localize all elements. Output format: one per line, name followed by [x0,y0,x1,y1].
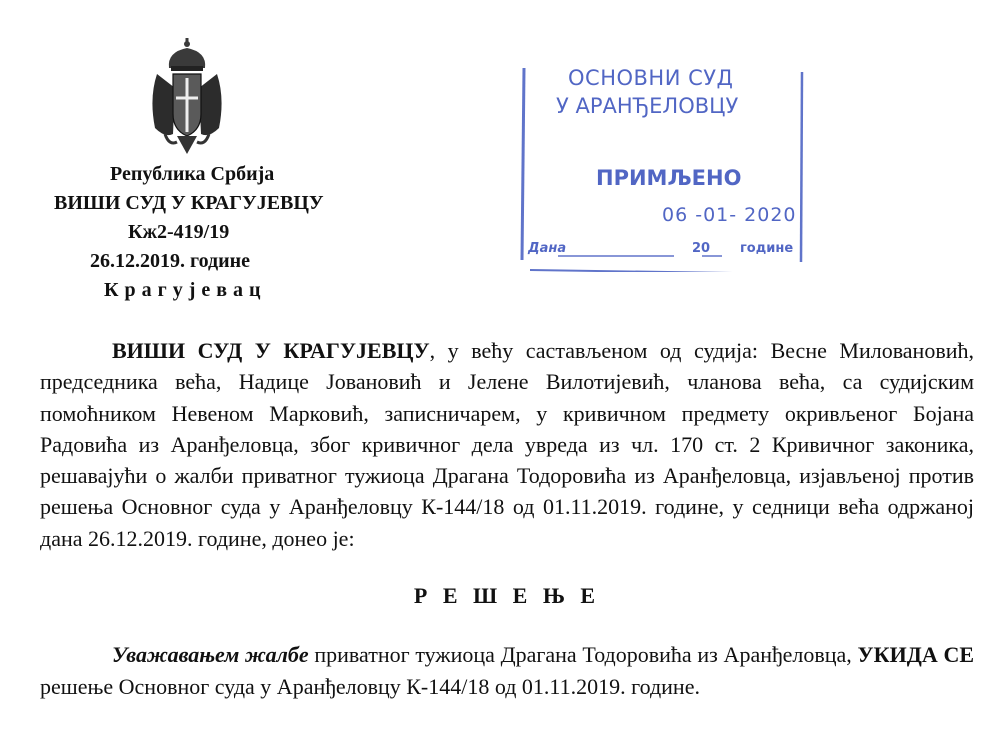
court-header [40,160,420,305]
intro-paragraph [40,335,974,554]
stamp-received-date: 06 -01- 2020 [662,204,797,226]
stamp-day-label: Дана [528,241,567,256]
decision-paragraph [40,639,974,702]
stamp-received-label: ПРИМЉЕНО [596,166,742,190]
case-number: Кж2-419/19 [128,221,230,243]
coat-of-arms-icon [147,38,227,156]
stamp-court-line: ОСНОВНИ СУД [568,66,734,90]
court-name: ВИШИ СУД У КРАГУЈЕВЦУ [54,192,324,214]
decision-lead: Уважавањем жалбе [112,642,309,668]
intro-text: , у већу састављеном од судија: Весне Миловановић, председника већа, Надице Јовановић и Јелене Вилотијевић, чланова већа, са судијским помоћником Невеном Марковић, записничарем, у кривичном предмету окривљеног Бојана Радовића из Аранђеловца, због кривичног дела увреда из чл. 170 ст. 2 Кривичног законика, решавајући о жалби приватног тужиоца Драгана Тодоровића из Аранђеловца, изјављеној против решења Основног суда у Аранђеловцу К-144/18 од 01.11.2019. године, у седници већа одржаној дана 26.12.2019. године, донео је: [40,338,974,551]
intro-court-name: ВИШИ СУД У КРАГУЈЕВЦУ [112,338,430,363]
stamp-year-suffix: године [740,241,794,256]
stamp-city-line: У АРАНЂЕЛОВЦУ [556,94,739,118]
stamp-year-prefix: 20 [692,241,711,256]
document-body [40,335,974,702]
decision-title: Р Е Ш Е Њ Е [413,583,601,609]
city-name: Крагујевац [104,279,267,301]
received-stamp [514,60,806,272]
decision-text-2: решење Основног суда у Аранђеловцу К-144/18 од 01.11.2019. године. [40,673,700,699]
document-date: 26.12.2019. године [90,250,251,272]
decision-text-1: приватног тужиоца Драгана Тодоровића из Аранђеловца, [308,642,858,668]
decision-annul: УКИДА СЕ [857,642,975,668]
republic-name: Република Србија [110,163,275,185]
